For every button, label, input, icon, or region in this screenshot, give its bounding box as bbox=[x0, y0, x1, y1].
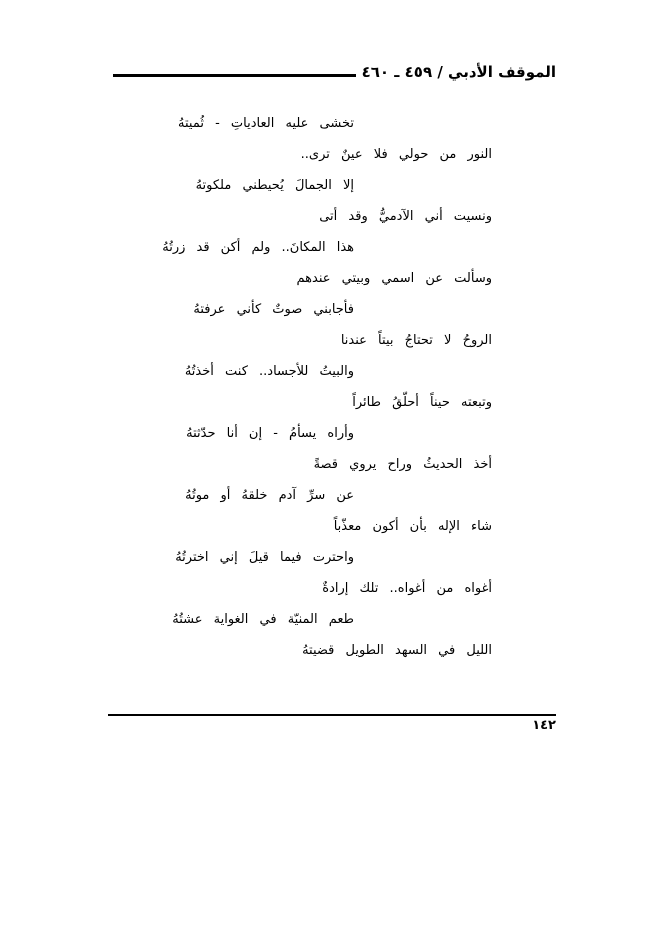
poem-line: وسألت عن اسمي وبيتي عندهم bbox=[296, 271, 492, 286]
poem bbox=[100, 108, 492, 666]
poem-line: إلا الجمالَ يُحيطني ملكوتهُ bbox=[195, 178, 354, 193]
poem-line: شاء الإله بأن أكون معذّباً bbox=[333, 519, 492, 534]
running-header-title: الموقف الأدبي / ٤٥٩ ـ ٤٦٠ bbox=[356, 62, 556, 82]
poem-line: واحترت فيما قيلَ إني اخترتُهُ bbox=[175, 550, 354, 565]
poem-line: هذا المكانَ.. ولم أكن قد زرتُهُ bbox=[162, 240, 354, 255]
poem-line: الروحُ لا تحتاجُ بيتاً عندنا bbox=[340, 333, 492, 348]
poem-line: أغواه من أغواه.. تلك إرادةٌ bbox=[322, 581, 492, 596]
poem-line: وتبعته حيناً أحلّقُ طائراً bbox=[352, 395, 492, 410]
poem-line: والبيتُ للأجساد.. كنت أخذتُهُ bbox=[184, 364, 354, 379]
poem-line: وأراه يسأمُ - إن أنا حدّثتهُ bbox=[186, 426, 354, 441]
page-number: ١٤٢ bbox=[532, 718, 556, 733]
poem-line: أخذ الحديثُ وراح يروي قصةً bbox=[313, 457, 492, 472]
poem-line: فأجابني صوتٌ كأني عرفتهُ bbox=[193, 302, 354, 317]
poem-line: طعم المنيّة في الغواية عشتُهُ bbox=[172, 612, 354, 627]
poem-line: الليل في السهد الطويل قضيتهُ bbox=[302, 643, 492, 658]
poem-line: ونسيت أني الآدميُّ وقد أتى bbox=[319, 209, 492, 224]
poem-line: النور من حولي فلا عينٌ ترى.. bbox=[300, 147, 492, 162]
footer-rule bbox=[108, 714, 556, 716]
poem-line: عن سرِّ آدم خلقهُ أو موتُهُ bbox=[185, 488, 354, 503]
poem-line: تخشى عليه العادياتِ - ثُميتهُ bbox=[178, 116, 354, 131]
